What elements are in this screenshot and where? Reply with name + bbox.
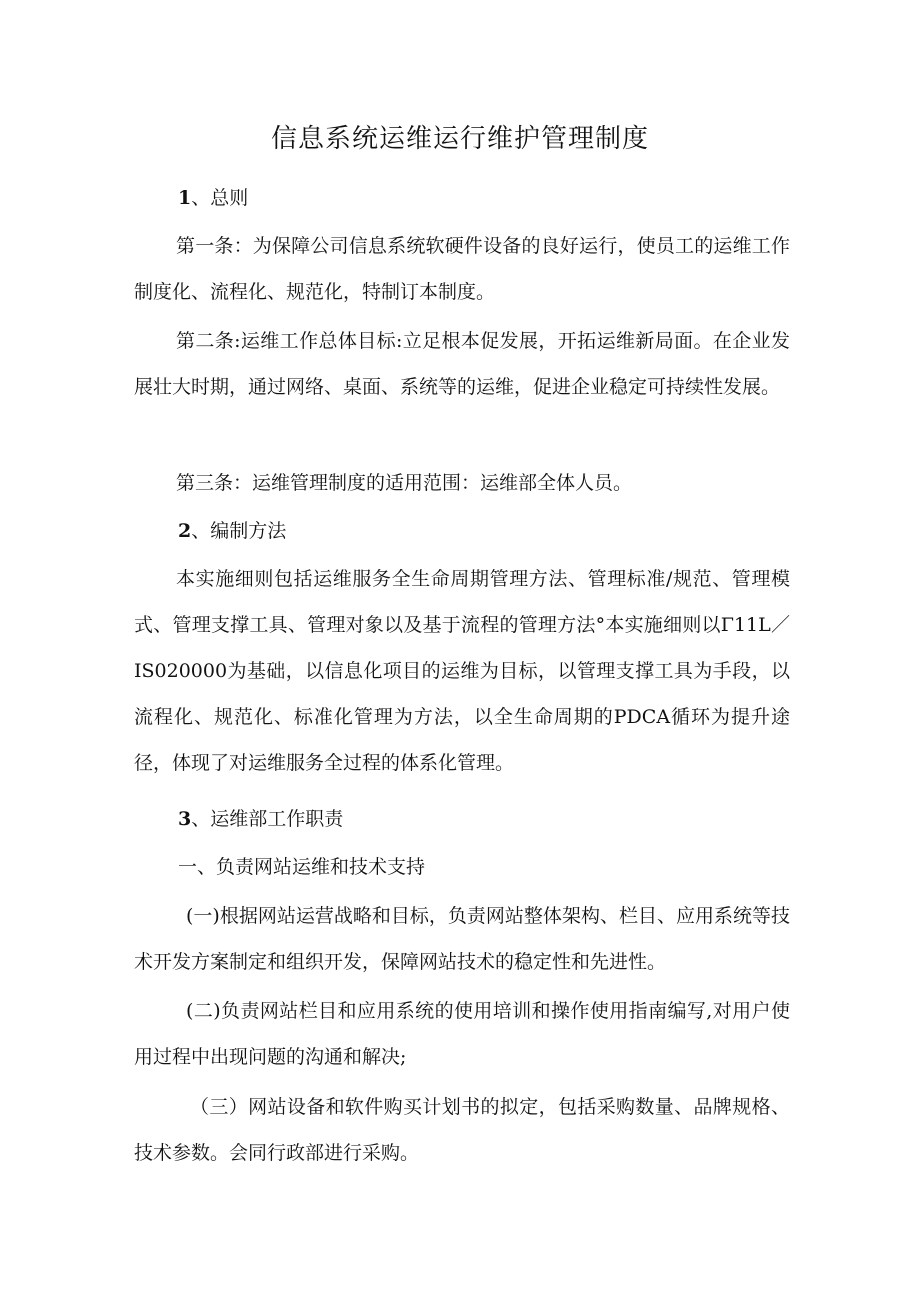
article-2-paragraph: 第二条:运维工作总体目标:立足根本促发展，开拓运维新局面。在企业发展壮大时期，通过网络、桌面、系统等的运维，促进企业稳定可持续性发展。 bbox=[134, 330, 790, 398]
article-1-paragraph: 第一条：为保障公司信息系统软硬件设备的良好运行，使员工的运维工作制度化、流程化、规范化，特制订本制度。 bbox=[134, 235, 790, 303]
section-heading-text: 、编制方法 bbox=[191, 520, 287, 542]
duty-item-3: （三）网站设备和软件购买计划书的拟定，包括采购数量、品牌规格、技术参数。会同行政部进行采购。 bbox=[134, 1096, 790, 1164]
method-paragraph: 本实施细则包括运维服务全生命周期管理方法、管理标准/规范、管理模式、管理支撑工具、管理对象以及基于流程的管理方法°本实施细则以Γ11L／IS020000为基础，以信息化项目的运维为目标，以管理支撑工具为手段，以流程化、规范化、标准化管理为方法，以全生命周期的PDCA循环为提升途径，体现了对运维服务全过程的体系化管理。 bbox=[134, 568, 790, 774]
document-title: 信息系统运维运行维护管理制度 bbox=[270, 124, 649, 154]
section-number: 2 bbox=[178, 520, 192, 542]
section-heading-duties bbox=[178, 796, 343, 842]
section-heading-method bbox=[178, 508, 286, 554]
section-number: 3 bbox=[178, 808, 192, 830]
section-heading-general bbox=[178, 175, 248, 221]
section-heading-text: 、运维部工作职责 bbox=[191, 808, 344, 830]
duty-item-1: (一)根据网站运营战略和目标，负责网站整体架构、栏目、应用系统等技术开发方案制定和组织开发，保障网站技术的稳定性和先进性。 bbox=[134, 905, 790, 973]
subsection-heading-website: 一、负责网站运维和技术支持 bbox=[178, 856, 426, 878]
duty-item-2: (二)负责网站栏目和应用系统的使用培训和操作使用指南编写,对用户使用过程中出现问题的沟通和解决; bbox=[134, 1000, 790, 1068]
section-number: 1 bbox=[178, 187, 192, 209]
section-heading-text: 、总则 bbox=[191, 187, 249, 209]
article-3-paragraph: 第三条：运维管理制度的适用范围：运维部全体人员。 bbox=[176, 472, 633, 494]
